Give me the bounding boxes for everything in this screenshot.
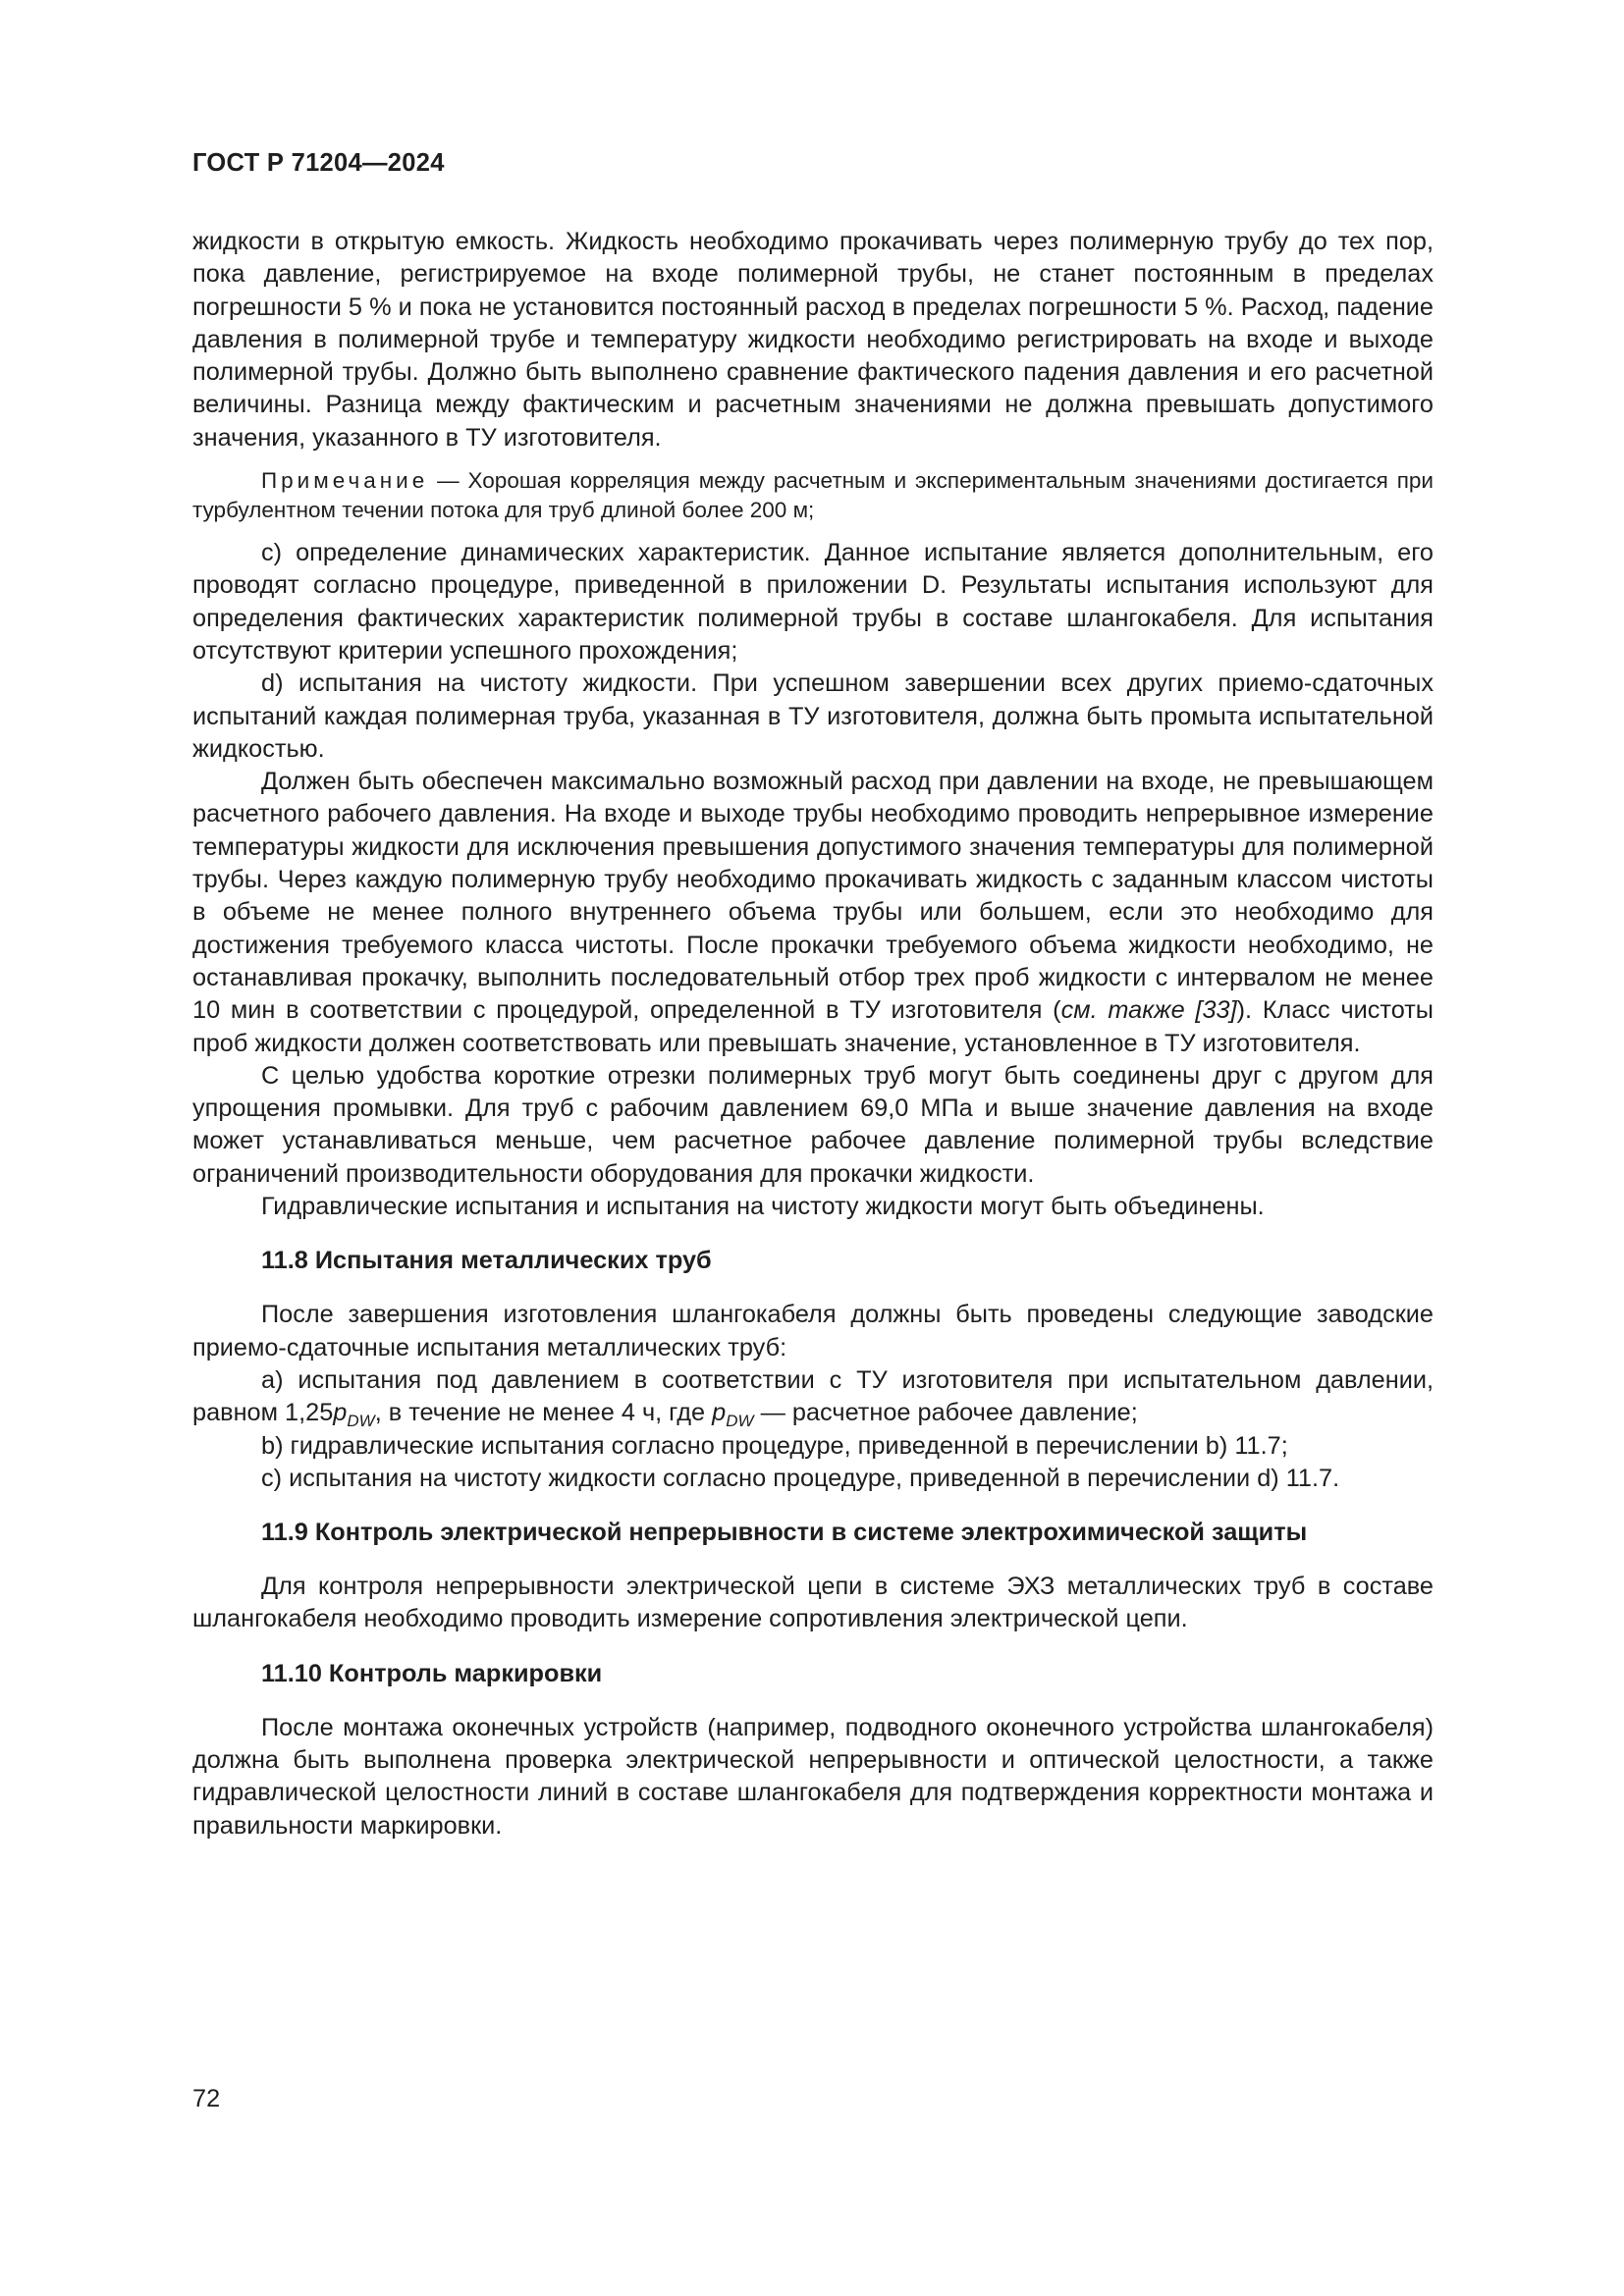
pressure-symbol: p <box>333 1399 348 1427</box>
list-item-d: d) испытания на чистоту жидкости. При успешном завершении всех других приемо-сдаточных испытаний каждая полимерная труба, указанная в ТУ изготовителя, должна быть промыта испытательной жидкостью. <box>192 669 1434 763</box>
pressure-symbol-2: p <box>712 1399 727 1427</box>
note-text: — Хорошая корреляция между расчетным и экспериментальным значениями достигается при турбулентном течении потока для труб длиной более 200 м; <box>192 468 1434 523</box>
section-heading-11-9: 11.9 Контроль электрической непрерывности в системе электрохимической защиты <box>261 1519 1308 1547</box>
section-11-8-intro: После завершения изготовления шлангокабеля должны быть проведены следующие заводские приемо-сдаточные испытания металлических труб: <box>192 1301 1434 1362</box>
section-11-9-text: Для контроля непрерывности электрической цепи в системе ЭХЗ металлических труб в составе шлангокабеля необходимо проводить измерение сопротивления электрической цепи. <box>192 1573 1434 1633</box>
paragraph-combined: Гидравлические испытания и испытания на чистоту жидкости могут быть объединены. <box>261 1193 1265 1221</box>
section-11-8-item-c: c) испытания на чистоту жидкости согласно процедуре, приведенной в перечислении d) 11.7. <box>261 1464 1340 1492</box>
section-heading-11-10: 11.10 Контроль маркировки <box>261 1659 603 1687</box>
section-11-8-item-a <box>192 1364 1434 1430</box>
cross-reference: см. также [33] <box>1060 996 1237 1025</box>
paragraph-intro: жидкости в открытую емкость. Жидкость необходимо прокачивать через полимерную трубу до тех пор, пока давление, регистрируемое на входе полимерной трубы, не станет постоянным в пределах погрешности 5 % и пока не установится постоянный расход в пределах погрешности 5 %. Расход, падение давления в полимерной трубе и температуру жидкости необходимо регистрировать на входе и выходе полимерной трубы. Должно быть выполнено сравнение фактического падения давления и его расчетной величины. Разница между фактическим и расчетным значениями не должна превышать допустимого значения, указанного в ТУ изготовителя. <box>192 228 1434 452</box>
standard-header: ГОСТ Р 71204—2024 <box>192 149 445 177</box>
pressure-subscript-2: DW <box>726 1412 754 1431</box>
item-a-text-2: , в течение не менее 4 ч, где <box>374 1399 713 1427</box>
pressure-subscript: DW <box>347 1412 375 1431</box>
note-paragraph <box>192 466 1434 525</box>
paragraph-flow <box>192 766 1434 1060</box>
item-a-text: a) испытания под давлением в соответствии с ТУ изготовителя при испытательном давлении, равном 1,25 <box>192 1365 1434 1427</box>
page-number: 72 <box>192 2085 221 2112</box>
paragraph-flow-tail: ). Класс чистоты проб жидкости должен соответствовать или превышать значение, установленное в ТУ изготовителя. <box>192 996 1434 1057</box>
section-11-10-text: После монтажа оконечных устройств (например, подводного оконечного устройства шлангокабеля) должна быть выполнена проверка электрической непрерывности и оптической целостности, а также гидравлической целостности линий в составе шлангокабеля для подтверждения корректности монтажа и правильности маркировки. <box>192 1713 1434 1840</box>
section-heading-11-8: 11.8 Испытания металлических труб <box>261 1247 712 1275</box>
item-a-text-3: — расчетное рабочее давление; <box>753 1399 1138 1427</box>
section-11-8-item-b: b) гидравлические испытания согласно процедуре, приведенной в перечислении b) 11.7; <box>261 1431 1288 1460</box>
paragraph-flow-text: Должен быть обеспечен максимально возможный расход при давлении на входе, не превышающем расчетного рабочего давления. На входе и выходе трубы необходимо проводить непрерывное измерение температуры жидкости для исключения превышения допустимого значения температуры для полимерной трубы. Через каждую полимерную трубу необходимо прокачивать жидкость с заданным классом чистоты в объеме не менее полного внутреннего объема трубы или большем, если это необходимо для достижения требуемого класса чистоты. После прокачки требуемого объема жидкости необходимо, не останавливая прокачку, выполнить последовательный отбор трех проб жидкости с интервалом не менее 10 мин в соответствии с процедурой, определенной в ТУ изготовителя ( <box>192 768 1434 1025</box>
document-body <box>192 226 1434 1842</box>
note-label: Примечание <box>261 468 429 494</box>
paragraph-short-segments: С целью удобства короткие отрезки полимерных труб могут быть соединены друг с другом для упрощения промывки. Для труб с рабочим давлением 69,0 МПа и выше значение давления на входе может устанавливаться меньше, чем расчетное рабочее давление полимерной трубы вследствие ограничений производительности оборудования для прокачки жидкости. <box>192 1061 1434 1188</box>
list-item-c: c) определение динамических характеристик. Данное испытание является дополнительным, его проводят согласно процедуре, приведенной в приложении D. Результаты испытания используют для определения фактических характеристик полимерной трубы в составе шлангокабеля. Для испытания отсутствуют критерии успешного прохождения; <box>192 539 1434 665</box>
